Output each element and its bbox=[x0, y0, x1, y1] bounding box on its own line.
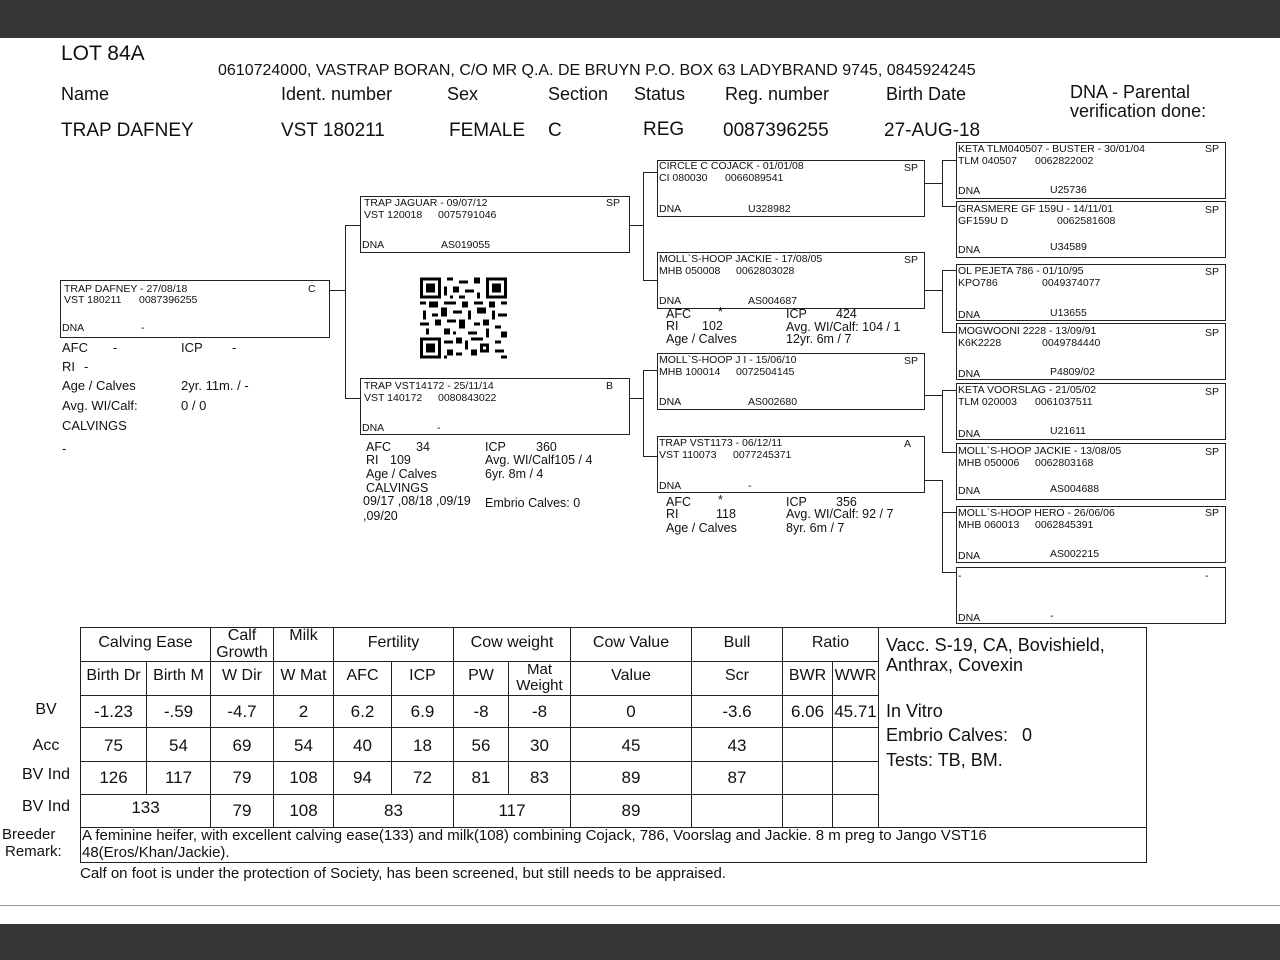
bv-cell-4: 6.2 bbox=[350, 702, 375, 721]
remark-label-1: Breeder bbox=[2, 826, 56, 843]
value-birth: 27-AUG-18 bbox=[884, 120, 981, 141]
remark-line-2: 48(Eros/Khan/Jackie). bbox=[82, 844, 230, 861]
animal-afc-label: AFC bbox=[62, 340, 88, 355]
th-pw: PW bbox=[468, 667, 494, 684]
animal-age-label: Age / Calves bbox=[62, 378, 136, 393]
dam-box: TRAP VST14172 - 25/11/14 B VST 140172 0080843022 DNA - bbox=[360, 378, 630, 435]
th-bull: Bull bbox=[723, 634, 751, 651]
bvind-cell-8: 89 bbox=[621, 768, 641, 787]
bv-cell-8: 0 bbox=[626, 702, 636, 721]
gdp-ri: 102 bbox=[702, 319, 723, 333]
animal-icp-label: ICP bbox=[181, 340, 203, 355]
bvind2-cell-5: 89 bbox=[621, 801, 641, 820]
th-birth-m: Birth M bbox=[153, 667, 204, 684]
row-label-bv-ind: BV Ind bbox=[21, 766, 71, 783]
th-ratio: Ratio bbox=[811, 634, 850, 651]
bvind-cell-4: 94 bbox=[353, 768, 372, 787]
acc-cell-4: 40 bbox=[353, 736, 372, 755]
grid-line bbox=[80, 661, 879, 662]
label-sex: Sex bbox=[447, 84, 479, 104]
grid-line bbox=[80, 794, 879, 795]
bvind-cell-7: 83 bbox=[530, 768, 549, 787]
bv-cell-0: -1.23 bbox=[94, 702, 133, 721]
great-grandparent-2: GRASMERE GF 159U - 14/11/01 SP GF159U D 0062581608 DNA U34589 bbox=[956, 201, 1226, 258]
th-afc: AFC bbox=[346, 667, 379, 684]
bvind-cell-2: 79 bbox=[232, 768, 252, 787]
acc-cell-9: 43 bbox=[727, 736, 747, 755]
vacc-1: Vacc. S-19, CA, Bovishield, bbox=[886, 635, 1105, 655]
value-ident: VST 180211 bbox=[281, 120, 385, 141]
gdm-age: 8yr. 6m / 7 bbox=[786, 521, 845, 535]
bv-cell-9: -3.6 bbox=[722, 702, 752, 721]
grid-line bbox=[80, 727, 879, 728]
gdm-icp-label: ICP bbox=[786, 495, 807, 509]
bvind-cell-3: 108 bbox=[289, 768, 318, 787]
th-value: Value bbox=[611, 667, 651, 684]
grid-line bbox=[832, 661, 833, 827]
top-bar bbox=[0, 0, 1280, 38]
th-mat-weight: Mat Weight bbox=[516, 661, 563, 694]
gdm-ri-label: RI bbox=[666, 507, 679, 521]
row-label-acc: Acc bbox=[32, 737, 60, 754]
bv-cell-5: 6.9 bbox=[410, 702, 435, 721]
th-fertility: Fertility bbox=[367, 634, 420, 651]
dam-icp-label: ICP bbox=[485, 440, 506, 454]
vacc-2: Anthrax, Covexin bbox=[886, 655, 1024, 675]
dam-icp: 360 bbox=[536, 440, 557, 454]
th-calf-growth: Calf Growth bbox=[216, 627, 268, 661]
th-calving-ease: Calving Ease bbox=[98, 634, 193, 651]
grid-line bbox=[782, 627, 783, 827]
bv-cell-10: 6.06 bbox=[790, 702, 825, 721]
grandsire-maternal-box: MOLL`S-HOOP J I - 15/06/10 SP MHB 100014 0072504145 DNA AS002680 bbox=[657, 353, 925, 410]
animal-icp: - bbox=[232, 340, 237, 355]
gdp-afc: * bbox=[718, 305, 723, 319]
animal-wi: 0 / 0 bbox=[181, 398, 207, 413]
row-label-bv: BV bbox=[35, 701, 57, 718]
th-milk: Milk bbox=[289, 627, 318, 644]
bv-cell-3: 2 bbox=[298, 702, 309, 721]
animal-ri-label: RI bbox=[62, 359, 75, 374]
dam-embrio: Embrio Calves: 0 bbox=[485, 496, 581, 510]
bvind-cell-9: 87 bbox=[727, 768, 747, 787]
label-birth: Birth Date bbox=[886, 84, 967, 104]
gdm-ri: 118 bbox=[716, 507, 736, 521]
animal-afc: - bbox=[113, 340, 118, 355]
sire-box: TRAP JAGUAR - 09/07/12 SP VST 120018 0075791046 DNA AS019055 bbox=[360, 196, 630, 253]
gdm-afc: * bbox=[718, 493, 723, 507]
grid-line bbox=[691, 627, 692, 827]
gdm-age-label: Age / Calves bbox=[666, 521, 737, 535]
grid-line bbox=[80, 761, 879, 762]
animal-wi-label: Avg. WI/Calf: bbox=[62, 398, 138, 413]
dam-wi: Avg. WI/Calf105 / 4 bbox=[485, 453, 593, 467]
value-section: C bbox=[548, 120, 562, 141]
granddam-maternal-box: TRAP VST1173 - 06/12/11 A VST 110073 0077245371 DNA - bbox=[657, 436, 925, 493]
acc-cell-0: 75 bbox=[104, 736, 123, 755]
dam-calvings-2: ,09/20 bbox=[363, 509, 398, 523]
bvind-cell-0: 126 bbox=[99, 768, 128, 787]
animal-box: TRAP DAFNEY - 27/08/18 C VST 180211 0087396255 DNA - bbox=[60, 280, 330, 338]
in-vitro: In Vitro bbox=[886, 701, 943, 721]
dam-calvings-label: CALVINGS bbox=[366, 481, 429, 495]
gdp-afc-label: AFC bbox=[666, 307, 691, 321]
grid-line bbox=[333, 627, 334, 827]
bvind2-cell-1: 79 bbox=[232, 801, 252, 820]
great-grandparent-6: MOLL`S-HOOP JACKIE - 13/08/05 SP MHB 050006 0062803168 DNA AS004688 bbox=[956, 443, 1226, 500]
dam-afc: 34 bbox=[416, 440, 430, 454]
dam-ri: 109 bbox=[390, 453, 411, 467]
bvind-cell-6: 81 bbox=[471, 768, 491, 787]
row-label-bv-ind-2: BV Ind bbox=[21, 798, 71, 815]
acc-cell-8: 45 bbox=[621, 736, 641, 755]
gdp-icp-label: ICP bbox=[786, 307, 807, 321]
dam-calvings-1: 09/17 ,08/18 ,09/19 bbox=[363, 494, 471, 508]
gdp-ri-label: RI bbox=[666, 319, 679, 333]
dam-afc-label: AFC bbox=[366, 440, 391, 454]
gdp-age: 12yr. 6m / 7 bbox=[786, 332, 852, 346]
great-grandparent-3: OL PEJETA 786 - 01/10/95 SP KPO786 0049374077 DNA U13655 bbox=[956, 264, 1226, 321]
th-cow-weight: Cow weight bbox=[470, 634, 554, 651]
breeder-line: 0610724000, VASTRAP BORAN, C/O MR Q.A. DE BRUYN P.O. BOX 63 LADYBRAND 9745, 0845924245 bbox=[218, 62, 976, 79]
th-w-dir: W Dir bbox=[222, 667, 262, 684]
label-section: Section bbox=[548, 84, 609, 104]
acc-cell-6: 56 bbox=[471, 736, 491, 755]
gdm-icp: 356 bbox=[836, 495, 857, 509]
granddam-paternal-box: MOLL`S-HOOP JACKIE - 17/08/05 SP MHB 050008 0062803028 DNA AS004687 bbox=[657, 252, 925, 309]
label-name: Name bbox=[61, 84, 110, 104]
value-reg: 0087396255 bbox=[723, 120, 829, 141]
label-status: Status bbox=[634, 84, 686, 104]
lot-number: LOT 84A bbox=[61, 42, 145, 65]
great-grandparent-4: MOGWOONI 2228 - 13/09/91 SP K6K2228 0049784440 DNA P4809/02 bbox=[956, 323, 1226, 380]
grid-line bbox=[273, 627, 274, 827]
th-bwr: BWR bbox=[788, 667, 827, 684]
th-w-mat: W Mat bbox=[280, 667, 327, 684]
animal-age: 2yr. 11m. / - bbox=[181, 378, 249, 393]
dam-age: 6yr. 8m / 4 bbox=[485, 467, 544, 481]
bvind2-cell-0: 133 bbox=[131, 798, 160, 817]
acc-cell-7: 30 bbox=[530, 736, 549, 755]
acc-cell-3: 54 bbox=[294, 736, 313, 755]
gdm-afc-label: AFC bbox=[666, 495, 691, 509]
bvind2-cell-2: 108 bbox=[289, 801, 318, 820]
label-dna-1: DNA - Parental bbox=[1070, 82, 1191, 102]
grid-line bbox=[570, 627, 571, 827]
dam-age-label: Age / Calves bbox=[366, 467, 437, 481]
great-grandparent-1: KETA TLM040507 - BUSTER - 30/01/04 SP TLM 040507 0062822002 DNA U25736 bbox=[956, 142, 1226, 199]
animal-calvings-label: CALVINGS bbox=[62, 418, 127, 433]
th-cow-value: Cow Value bbox=[592, 634, 670, 651]
gdp-age-label: Age / Calves bbox=[666, 332, 737, 346]
value-status: REG bbox=[643, 119, 685, 140]
great-grandparent-7: MOLL`S-HOOP HERO - 26/06/06 SP MHB 060013 0062845391 DNA AS002215 bbox=[956, 506, 1226, 563]
grid-line bbox=[453, 627, 454, 827]
gdp-wi: Avg. WI/Calf: 104 / 1 bbox=[786, 320, 901, 334]
embrio-value: 0 bbox=[1022, 725, 1033, 745]
animal-ri: - bbox=[84, 359, 89, 374]
qr-code bbox=[420, 277, 507, 359]
animal-calvings: - bbox=[62, 441, 67, 456]
th-icp: ICP bbox=[409, 667, 436, 684]
th-scr: Scr bbox=[725, 667, 749, 684]
bottom-bar bbox=[0, 924, 1280, 960]
dam-ri-label: RI bbox=[366, 453, 379, 467]
acc-cell-5: 18 bbox=[413, 736, 432, 755]
tests: Tests: TB, BM. bbox=[886, 750, 1003, 770]
bv-cell-1: -.59 bbox=[163, 702, 194, 721]
acc-cell-1: 54 bbox=[169, 736, 188, 755]
gdm-wi: Avg. WI/Calf: 92 / 7 bbox=[786, 507, 894, 521]
bvind-cell-5: 72 bbox=[413, 768, 432, 787]
bv-cell-2: -4.7 bbox=[227, 702, 257, 721]
label-dna-2: verification done: bbox=[1070, 101, 1207, 121]
bv-cell-11: 45.71 bbox=[834, 702, 877, 721]
value-name: TRAP DAFNEY bbox=[61, 120, 194, 141]
bvind2-cell-3: 83 bbox=[384, 801, 403, 820]
bvind-cell-1: 117 bbox=[164, 768, 193, 787]
th-birth-dr: Birth Dr bbox=[86, 667, 141, 684]
remark-label-2: Remark: bbox=[5, 843, 62, 860]
gdp-icp: 424 bbox=[836, 307, 857, 321]
footnote: Calf on foot is under the protection of Society, has been screened, but still needs to be appraised. bbox=[80, 865, 726, 882]
th-wwr: WWR bbox=[834, 667, 877, 684]
great-grandparent-5: KETA VOORSLAG - 21/05/02 SP TLM 020003 0061037511 DNA U21611 bbox=[956, 383, 1226, 440]
embrio-label: Embrio Calves: bbox=[886, 725, 1009, 745]
grid-line bbox=[80, 695, 879, 696]
grandsire-paternal-box: CIRCLE C COJACK - 01/01/08 SP CI 080030 0066089541 DNA U328982 bbox=[657, 160, 925, 217]
label-ident: Ident. number bbox=[281, 84, 393, 104]
bv-cell-7: -8 bbox=[531, 702, 548, 721]
remark-line-1: A feminine heifer, with excellent calving ease(133) and milk(108) combining Cojack, 786, Voorslag and Jackie. 8 m preg to Jango VST16 bbox=[82, 827, 987, 844]
acc-cell-2: 69 bbox=[232, 736, 252, 755]
divider bbox=[0, 905, 1280, 906]
label-reg: Reg. number bbox=[725, 84, 830, 104]
bvind2-cell-4: 117 bbox=[498, 801, 526, 820]
value-sex: FEMALE bbox=[449, 120, 526, 141]
grid-line bbox=[80, 862, 1147, 863]
great-grandparent-8: - - DNA - bbox=[956, 567, 1226, 624]
bv-cell-6: -8 bbox=[473, 702, 489, 721]
